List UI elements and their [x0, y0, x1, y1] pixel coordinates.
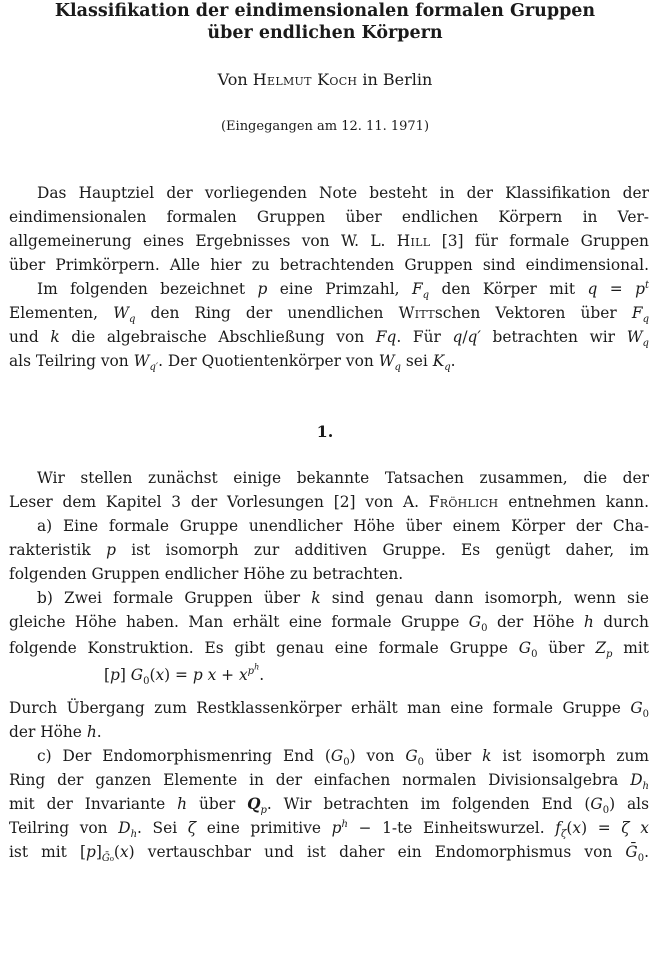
body-line-3: a) Eine formale Gruppe unendlicher Höhe über einem Körper der Cha- [37, 517, 649, 535]
author-name: Helmut Koch [252, 70, 358, 89]
abstract-line-2: eindimensionalen formalen Gruppen über endlichen Körpern in Ver- [9, 208, 649, 226]
body-line-5: folgenden Gruppen endlicher Höhe zu betrachten. [9, 565, 404, 583]
body-line-13: mit der Invariante h über $Q_p$. Wir betrachten im folgenden End $(G_0)$ als [9, 795, 649, 817]
body-line-6: b) Zwei formale Gruppen über k sind genau dann isomorph, wenn sie [37, 589, 649, 607]
body-line-14: Teilring von $D_h$. Sei ζ eine primitive $p^h - 1-te$ Einheitswurzel. $f_\zeta(x) = \zeta$ x [9, 818, 649, 841]
body-line-2: Leser dem Kapitel 3 der Vorlesungen [2] von A. Fröhlich entnehmen kann. [9, 493, 649, 511]
abstract-line-5: Im folgenden bezeichnet p eine Primzahl, $F_q$ den Körper mit $q = p^t$ [37, 279, 649, 302]
body-line-1: Wir stellen zunächst einige bekannte Tatsachen zusammen, die der [37, 469, 649, 487]
abstract-line-1: Das Hauptziel der vorliegenden Note besteht in der Klassifikation der [37, 184, 649, 202]
author-froehlich: Fröhlich [428, 493, 499, 511]
author-prefix: Von [217, 70, 248, 89]
author-suffix: in Berlin [362, 70, 433, 89]
section-heading: 1. [316, 422, 334, 441]
author-line [0, 70, 650, 90]
abstract-line-7: und k die algebraische Abschließung von Fq. Für q/q′ betrachten wir $W_q$ [9, 328, 649, 350]
received-date: (Eingegangen am 12. 11. 1971) [220, 119, 430, 134]
abstract-line-6: Elementen, $W_q$ den Ring der unendlichen Wittschen Vektoren über $F_q$ [9, 304, 649, 326]
title-line-1: Klassifikation der eindimensionalen formalen Gruppen [54, 1, 596, 21]
abstract-line-8: als Teilring von $W_{q'}$. Der Quotientenkörper von $W_q$ sei $K_q$. [9, 352, 456, 374]
abstract-line-3: allgemeinerung eines Ergebnisses von W. L. Hill [3] für formale Gruppen [9, 232, 649, 250]
author-hill: Hill [396, 232, 431, 250]
abstract-line-4: über Primkörpern. Alle hier zu betrachtenden Gruppen sind eindimensional. [9, 256, 649, 274]
formula-g0: [p] $G_0(x) = p$ $x + x^{p^h}$. [104, 662, 265, 688]
body-line-15: ist mit $[p]_{Ḡ_0}(x)$ vertauschbar und ist daher ein Endomorphismus von Ḡ$_0$. [9, 843, 649, 865]
body-line-9: Durch Übergang zum Restklassenkörper erhält man eine formale Gruppe $G_0$ [9, 699, 649, 721]
title-line-2: über endlichen Körpern [207, 23, 443, 43]
body-line-12: Ring der ganzen Elemente in der einfachen normalen Divisionsalgebra $D_h$ [9, 771, 649, 793]
body-line-7: gleiche Höhe haben. Man erhält eine formale Gruppe $G_0$ der Höhe h durch [9, 613, 649, 635]
body-line-8: folgende Konstruktion. Es gibt genau eine formale Gruppe $G_0$ über $Z_p$ mit [9, 639, 649, 661]
body-line-11: c) Der Endomorphismenring End $(G_0)$ von $G_0$ über k ist isomorph zum [37, 747, 649, 769]
body-line-10: der Höhe h. [9, 723, 102, 741]
body-line-4: rakteristik p ist isomorph zur additiven Gruppe. Es genügt daher, im [9, 541, 649, 559]
